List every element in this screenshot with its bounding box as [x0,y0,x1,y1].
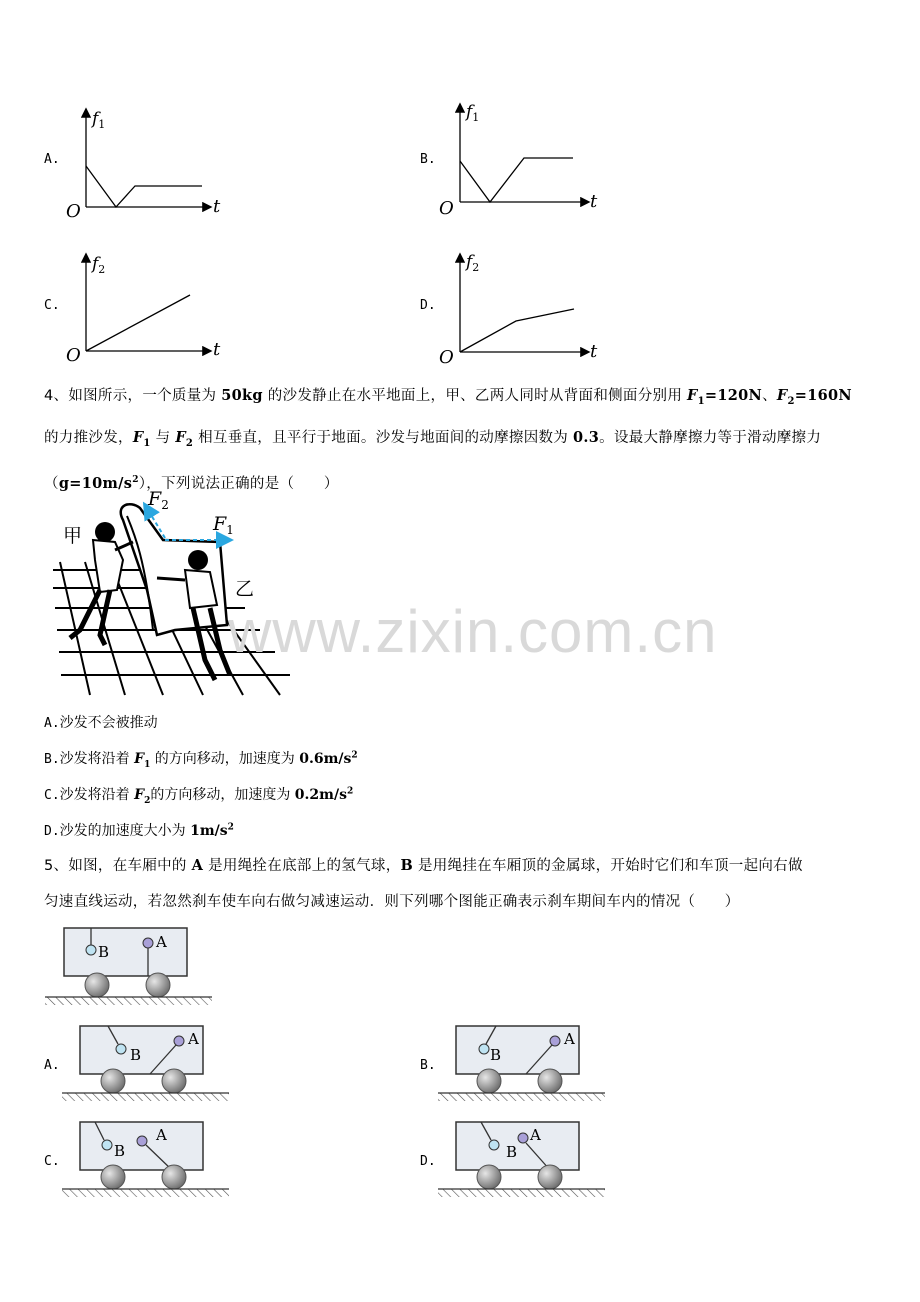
label-b: B [114,1142,126,1160]
label-b: B [506,1143,518,1161]
label-a: A [156,933,167,951]
q4-option-a: A.沙发不会被推动 [44,715,158,731]
x-label: t [213,339,221,360]
x-label: t [213,196,221,217]
cart-option-d [438,1122,605,1197]
f2-label: $F_2$ [148,488,169,512]
q4-option-c: C.沙发将沿着 $F_2$的方向移动，加速度为 $0.2m/s^2$ [44,786,354,806]
q5-option-label-d: D. [420,1154,436,1169]
q5-option-label-b: B. [420,1058,436,1073]
q5-option-label-a: A. [44,1058,60,1073]
option-label-d: D. [420,298,436,313]
y-label: $f_1$ [466,102,480,124]
option-label-b: B. [420,152,436,167]
q5-option-label-c: C. [44,1154,60,1169]
cart-option-c [62,1122,229,1197]
label-a: A [156,1126,167,1144]
origin-label: O [66,201,81,222]
option-label-a: A. [44,152,60,167]
origin-label: O [439,347,454,368]
x-label: t [590,341,598,362]
y-label: $f_1$ [92,109,106,131]
q5-line-2: 匀速直线运动，若忽然刹车使车向右做匀减速运动．则下列哪个图能正确表示刹车期间车内的情况（ ） [44,894,740,910]
cart-option-b [438,1026,605,1101]
y-label: $f_2$ [466,252,480,274]
label-b: B [130,1046,142,1064]
label-b: B [490,1046,502,1064]
label-a: A [188,1030,199,1048]
y-label: $f_2$ [92,254,106,276]
cart-option-a [62,1026,229,1101]
q4-line-2: 的力推沙发，$F_1$ 与 $F_2$ 相互垂直，且平行于地面。沙发与地面间的动摩擦因数为 0.3。设最大静摩擦力等于滑动摩擦力 [44,428,822,449]
origin-label: O [66,345,81,366]
jia-label: 甲 [63,525,83,547]
q4-line-3: $(g=10m/s^2)$，下列说法正确的是（ ） [44,474,339,492]
watermark: www.zixin.com.cn [228,598,718,665]
f1-label: $F_1$ [213,513,234,537]
option-label-c: C. [44,298,60,313]
q4-option-d: D.沙发的加速度大小为 $1m/s^2$ [44,822,234,839]
q5-line-1: 5、如图，在车厢中的 A 是用绳拴在底部上的氢气球，B 是用绳挂在车厢顶的金属球，开始时它们和车顶一起向右做 [44,857,803,874]
x-label: t [590,191,598,212]
label-a: A [564,1030,575,1048]
cart-original [45,928,212,1005]
q4-option-b: B.沙发将沿着 $F_1$ 的方向移动，加速度为 $0.6m/s^2$ [44,750,358,770]
q4-line-1: 4、如图所示，一个质量为 50kg 的沙发静止在水平地面上，甲、乙两人同时从背面和侧面分别用 $F_1=120N$、$F_2=160N$ [44,387,852,407]
origin-label: O [439,198,454,219]
label-a: A [530,1126,541,1144]
yi-label: 乙 [235,578,255,600]
label-b: B [98,943,110,961]
